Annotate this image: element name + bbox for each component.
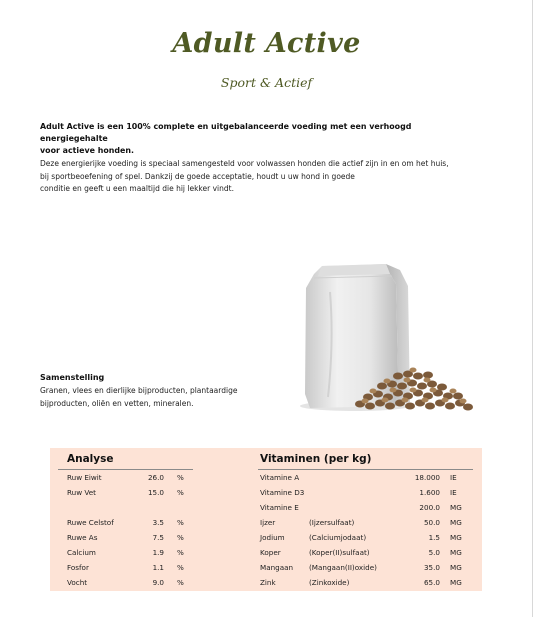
vitamin-value: 18.000 bbox=[414, 473, 440, 482]
analysis-unit: % bbox=[177, 548, 184, 557]
vitamin-source: (Ijzersulfaat) bbox=[309, 518, 355, 527]
vitamin-unit: MG bbox=[450, 533, 462, 542]
analysis-name: Vocht bbox=[67, 578, 88, 587]
analysis-unit: % bbox=[177, 533, 184, 542]
vitamin-value: 65.0 bbox=[423, 578, 440, 587]
analysis-unit: % bbox=[177, 563, 184, 572]
vitamin-name: Ijzer bbox=[260, 518, 276, 527]
analysis-value: 9.0 bbox=[152, 578, 164, 587]
vitamin-name: Vitamine D3 bbox=[260, 488, 305, 497]
analysis-name: Fosfor bbox=[67, 563, 89, 572]
analysis-name: Ruw Vet bbox=[67, 488, 96, 497]
analysis-name: Calcium bbox=[67, 548, 96, 557]
vitamin-value: 5.0 bbox=[428, 548, 440, 557]
analysis-name: Ruwe Celstof bbox=[67, 518, 114, 527]
analysis-name: Ruwe As bbox=[67, 533, 98, 542]
vitamin-unit: IE bbox=[450, 488, 457, 497]
composition-text bbox=[40, 384, 270, 410]
vitamin-value: 1.5 bbox=[428, 533, 440, 542]
vitamin-name: Zink bbox=[260, 578, 276, 587]
description-line: Deze energierijke voeding is speciaal samengesteld voor volwassen honden die actief zijn in en om het huis, bbox=[40, 159, 449, 168]
vitamin-name: Jodium bbox=[260, 533, 285, 542]
vitamin-value: 1.600 bbox=[419, 488, 440, 497]
product-bag-image bbox=[300, 262, 480, 422]
composition-line: bijproducten, oliën en vetten, mineralen. bbox=[40, 399, 194, 408]
analysis-value: 26.0 bbox=[147, 473, 164, 482]
vitamin-unit: MG bbox=[450, 578, 462, 587]
analysis-value: 7.5 bbox=[152, 533, 164, 542]
description-line: conditie en geeft u een maaltijd die hij lekker vindt. bbox=[40, 184, 234, 194]
vitamin-unit: MG bbox=[450, 563, 462, 572]
analysis-unit: % bbox=[177, 578, 184, 587]
vitamin-source: (Koper(II)sulfaat) bbox=[309, 548, 370, 557]
vitamins-divider bbox=[258, 469, 473, 470]
vitamin-name: Mangaan bbox=[260, 563, 294, 572]
vitamin-unit: MG bbox=[450, 503, 462, 512]
analysis-divider bbox=[58, 469, 193, 470]
vitamin-name: Vitamine A bbox=[260, 473, 300, 482]
analysis-name: Ruw Eiwit bbox=[67, 473, 102, 482]
vitamin-source: (Calciumjodaat) bbox=[309, 533, 367, 542]
vitamin-source: (Mangaan(II)oxide) bbox=[309, 563, 377, 572]
vitamin-name: Vitamine E bbox=[260, 503, 299, 512]
page-subtitle: Sport & Actief bbox=[220, 75, 313, 90]
vitamin-value: 50.0 bbox=[423, 518, 440, 527]
vitamins-title: Vitaminen (per kg) bbox=[260, 453, 372, 465]
description-line: bij sportbeoefening of spel. Dankzij de goede acceptatie, houdt u uw hond in goede bbox=[40, 171, 355, 181]
analysis-title: Analyse bbox=[67, 453, 114, 465]
composition-title: Samenstelling bbox=[40, 373, 105, 382]
composition-line: Granen, vlees en dierlijke bijproducten, plantaardige bbox=[40, 386, 238, 395]
vitamin-name: Koper bbox=[260, 548, 281, 557]
description-text bbox=[40, 158, 480, 196]
vitamin-value: 35.0 bbox=[423, 563, 440, 572]
vitamin-value: 200.0 bbox=[419, 503, 440, 512]
intro-line: Adult Active is een 100% complete en uitgebalanceerde voeding met een verhoogd energiegehalte bbox=[40, 122, 412, 143]
analysis-unit: % bbox=[177, 473, 184, 482]
analysis-value: 15.0 bbox=[147, 488, 164, 497]
vitamin-unit: MG bbox=[450, 548, 462, 557]
analysis-unit: % bbox=[177, 518, 184, 527]
intro-text bbox=[40, 121, 460, 157]
vitamin-source: (Zinkoxide) bbox=[309, 578, 350, 587]
nutrition-table bbox=[50, 448, 482, 591]
vitamin-unit: IE bbox=[450, 473, 457, 482]
vitamin-unit: MG bbox=[450, 518, 462, 527]
analysis-unit: % bbox=[177, 488, 184, 497]
page-title: Adult Active bbox=[172, 28, 361, 59]
analysis-value: 1.9 bbox=[152, 548, 164, 557]
intro-line: voor actieve honden. bbox=[40, 146, 134, 155]
analysis-value: 3.5 bbox=[152, 518, 164, 527]
analysis-value: 1.1 bbox=[152, 563, 164, 572]
